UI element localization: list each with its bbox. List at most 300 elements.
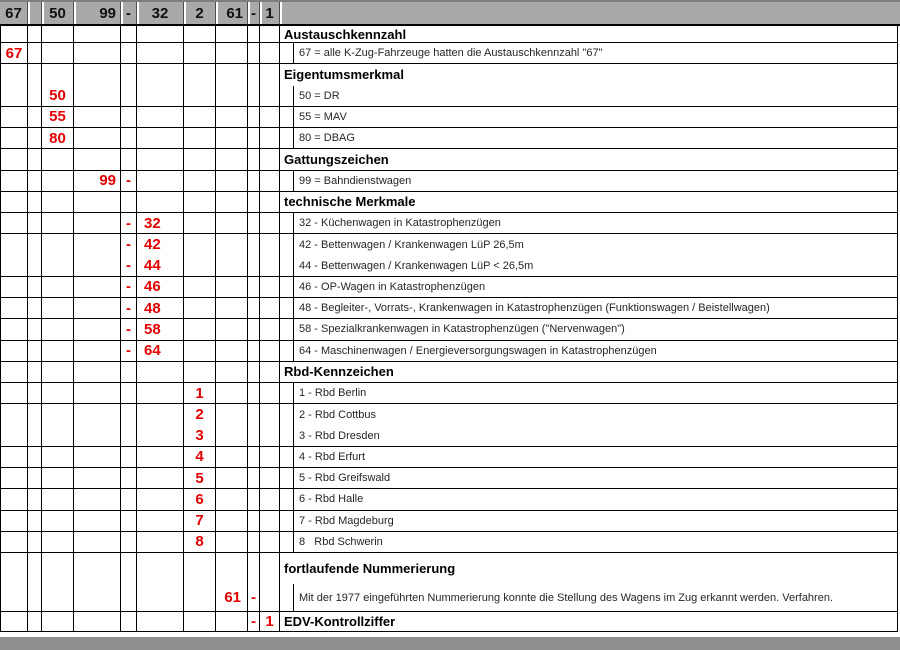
code-cell <box>74 298 121 318</box>
code-cell <box>42 171 74 191</box>
code-cell <box>28 404 42 425</box>
code-cell <box>42 362 74 382</box>
code-cell <box>42 234 74 255</box>
indent-line <box>280 43 294 63</box>
code-cell <box>137 447 184 467</box>
code-cell <box>42 489 74 509</box>
code-cell <box>74 362 121 382</box>
description-cell <box>280 511 898 531</box>
code-cell <box>260 86 280 106</box>
indent-line <box>280 107 294 127</box>
table-row <box>1 128 898 149</box>
description-cell <box>280 341 898 361</box>
table-row <box>1 256 898 277</box>
table-row <box>1 149 898 170</box>
section-title: fortlaufende Nummerierung <box>284 561 456 576</box>
table-row <box>1 64 898 85</box>
code-cell <box>1 319 28 339</box>
table-row <box>1 584 898 612</box>
code-cell <box>248 319 260 339</box>
code-cell <box>137 107 184 127</box>
code-cell <box>260 468 280 488</box>
column-header-row <box>0 0 900 26</box>
section-title-cell <box>280 612 898 631</box>
code-cell <box>42 404 74 425</box>
description-text: 32 - Küchenwagen in Katastrophenzügen <box>299 217 501 230</box>
code-cell <box>137 468 184 488</box>
code-cell <box>42 426 74 446</box>
code-cell <box>260 341 280 361</box>
table-row <box>1 26 898 43</box>
code-cell <box>137 612 184 631</box>
code-cell <box>28 107 42 127</box>
description-text: 2 - Rbd Cottbus <box>299 408 377 421</box>
code-cell <box>260 149 280 169</box>
code-cell <box>28 553 42 584</box>
code-cell <box>137 489 184 509</box>
code-cell <box>1 468 28 488</box>
code-cell <box>184 362 216 382</box>
code-cell <box>184 86 216 106</box>
code-cell <box>184 319 216 339</box>
code-cell <box>1 128 28 148</box>
code-cell <box>121 128 137 148</box>
code-cell <box>1 489 28 509</box>
code-cell <box>42 149 74 169</box>
table-row <box>1 298 898 319</box>
code-cell <box>260 107 280 127</box>
code-cell <box>121 43 137 63</box>
table-row <box>1 341 898 362</box>
code-cell <box>1 511 28 531</box>
code-cell <box>137 584 184 611</box>
code-cell <box>216 107 248 127</box>
code-cell <box>1 213 28 233</box>
code-cell <box>248 192 260 212</box>
code-cell <box>260 362 280 382</box>
code-cell <box>28 383 42 403</box>
description-cell <box>280 426 898 446</box>
code-cell <box>28 234 42 255</box>
table-row <box>1 404 898 425</box>
code-cell <box>216 426 248 446</box>
code-cell: - <box>121 298 137 318</box>
indent-line <box>280 86 294 106</box>
description-text: 44 - Bettenwagen / Krankenwagen LüP < 26,5m <box>299 259 534 272</box>
table-row <box>1 468 898 489</box>
code-cell <box>1 171 28 191</box>
code-cell <box>216 192 248 212</box>
code-cell <box>28 298 42 318</box>
code-cell <box>121 64 137 85</box>
code-cell <box>74 341 121 361</box>
code-cell <box>248 426 260 446</box>
table-row <box>1 234 898 255</box>
code-cell <box>1 383 28 403</box>
code-cell <box>28 584 42 611</box>
code-cell <box>216 64 248 85</box>
indent-line <box>280 584 294 611</box>
code-cell <box>184 192 216 212</box>
code-cell <box>42 612 74 631</box>
code-cell <box>184 341 216 361</box>
description-text: 48 - Begleiter-, Vorrats-, Krankenwagen in Katastrophenzügen (Funktionswagen / Beistellwagen) <box>299 302 770 315</box>
code-cell <box>28 426 42 446</box>
table-row <box>1 489 898 510</box>
code-cell <box>28 341 42 361</box>
section-title: Rbd-Kennzeichen <box>284 364 394 380</box>
code-cell: 6 <box>184 489 216 509</box>
code-cell <box>74 468 121 488</box>
code-cell <box>74 584 121 611</box>
code-cell <box>28 256 42 276</box>
code-cell <box>1 277 28 297</box>
code-cell <box>248 171 260 191</box>
column-header-cell: 1 <box>259 2 279 24</box>
code-cell <box>42 192 74 212</box>
indent-line <box>280 213 294 233</box>
code-cell <box>248 341 260 361</box>
code-cell <box>74 192 121 212</box>
code-cell <box>74 612 121 631</box>
code-cell <box>184 171 216 191</box>
code-cell: 46 <box>137 277 184 297</box>
description-text: 8 Rbd Schwerin <box>299 535 383 548</box>
code-cell <box>260 192 280 212</box>
section-title-cell <box>280 553 898 584</box>
table-row <box>1 213 898 234</box>
section-title-cell <box>280 149 898 169</box>
code-cell <box>184 584 216 611</box>
code-cell <box>137 171 184 191</box>
code-cell <box>74 64 121 85</box>
code-cell <box>121 192 137 212</box>
code-cell <box>42 383 74 403</box>
description-cell <box>280 107 898 127</box>
code-cell <box>74 86 121 106</box>
code-cell <box>260 511 280 531</box>
code-cell <box>28 511 42 531</box>
code-cell <box>137 426 184 446</box>
column-header-cell: - <box>247 2 259 24</box>
code-cell <box>248 362 260 382</box>
code-cell <box>1 26 28 42</box>
code-cell <box>248 298 260 318</box>
code-cell <box>184 298 216 318</box>
code-cell <box>260 489 280 509</box>
description-cell <box>280 532 898 552</box>
table-row <box>1 532 898 553</box>
description-text: Mit der 1977 eingeführten Nummerierung konnte die Stellung des Wagens im Zug erkannt werden. Verfahren. <box>299 591 834 604</box>
code-cell <box>74 447 121 467</box>
code-cell <box>1 584 28 611</box>
code-cell <box>248 64 260 85</box>
indent-line <box>280 341 294 361</box>
table-row <box>1 383 898 404</box>
code-cell <box>28 489 42 509</box>
code-cell <box>74 489 121 509</box>
code-cell <box>260 447 280 467</box>
code-cell <box>248 43 260 63</box>
table-row <box>1 107 898 128</box>
code-cell: 67 <box>1 43 28 63</box>
code-cell <box>248 553 260 584</box>
description-text: 5 - Rbd Greifswald <box>299 472 391 485</box>
code-cell: 32 <box>137 213 184 233</box>
code-cell <box>137 86 184 106</box>
table-row <box>1 426 898 447</box>
table-row <box>1 171 898 192</box>
code-cell <box>1 234 28 255</box>
code-cell <box>216 319 248 339</box>
code-cell <box>216 86 248 106</box>
code-cell <box>74 277 121 297</box>
code-cell <box>260 553 280 584</box>
code-cell <box>121 553 137 584</box>
indent-line <box>280 447 294 467</box>
code-cell <box>1 532 28 552</box>
description-cell <box>280 86 898 106</box>
description-text: 46 - OP-Wagen in Katastrophenzügen <box>299 280 486 293</box>
indent-line <box>280 383 294 403</box>
code-cell <box>28 192 42 212</box>
code-cell: 64 <box>137 341 184 361</box>
code-cell <box>28 612 42 631</box>
code-cell <box>216 553 248 584</box>
description-text: 1 - Rbd Berlin <box>299 387 367 400</box>
code-cell: 1 <box>260 612 280 631</box>
code-cell <box>1 192 28 212</box>
code-cell <box>260 213 280 233</box>
table-row <box>1 511 898 532</box>
code-cell <box>216 234 248 255</box>
table-body <box>0 26 898 632</box>
code-cell <box>74 256 121 276</box>
code-cell: - <box>121 256 137 276</box>
code-cell <box>121 447 137 467</box>
code-cell <box>42 584 74 611</box>
section-title: EDV-Kontrollziffer <box>284 614 396 629</box>
section-title-cell <box>280 64 898 85</box>
code-cell <box>137 26 184 42</box>
description-text: 7 - Rbd Magdeburg <box>299 514 394 527</box>
code-cell: 8 <box>184 532 216 552</box>
code-cell <box>74 26 121 42</box>
code-cell <box>184 256 216 276</box>
code-cell <box>248 26 260 42</box>
code-cell <box>216 171 248 191</box>
code-cell <box>42 43 74 63</box>
code-cell <box>260 404 280 425</box>
code-cell <box>1 256 28 276</box>
code-cell: - <box>248 612 260 631</box>
code-cell <box>184 128 216 148</box>
code-cell: - <box>121 341 137 361</box>
code-cell <box>260 64 280 85</box>
code-cell <box>216 149 248 169</box>
indent-line <box>280 298 294 318</box>
code-cell <box>248 107 260 127</box>
code-cell <box>74 128 121 148</box>
code-cell <box>121 426 137 446</box>
column-header-cell: 32 <box>136 2 183 24</box>
code-cell <box>28 149 42 169</box>
code-cell <box>248 404 260 425</box>
code-cell <box>74 511 121 531</box>
code-cell <box>216 43 248 63</box>
code-cell <box>42 511 74 531</box>
code-cell: 80 <box>42 128 74 148</box>
code-cell <box>74 553 121 584</box>
indent-line <box>280 511 294 531</box>
code-cell <box>248 256 260 276</box>
code-cell <box>260 298 280 318</box>
code-cell <box>137 553 184 584</box>
table-row <box>1 447 898 468</box>
code-cell <box>216 277 248 297</box>
description-cell <box>280 584 898 611</box>
indent-line <box>280 489 294 509</box>
code-cell <box>248 532 260 552</box>
column-header-cell-wide <box>279 2 900 24</box>
code-cell <box>28 277 42 297</box>
indent-line <box>280 277 294 297</box>
code-cell <box>28 171 42 191</box>
code-cell <box>28 468 42 488</box>
code-cell <box>260 277 280 297</box>
code-cell <box>1 612 28 631</box>
code-cell <box>216 298 248 318</box>
code-cell <box>216 26 248 42</box>
code-cell <box>28 213 42 233</box>
code-cell <box>42 64 74 85</box>
code-cell: 61 <box>216 584 248 611</box>
code-cell <box>260 171 280 191</box>
code-cell <box>184 107 216 127</box>
column-header-cell: 99 <box>73 2 120 24</box>
code-cell <box>121 584 137 611</box>
code-cell <box>74 404 121 425</box>
code-cell <box>184 43 216 63</box>
code-cell <box>137 149 184 169</box>
code-cell <box>1 149 28 169</box>
code-cell <box>260 319 280 339</box>
code-cell <box>28 128 42 148</box>
code-cell: 3 <box>184 426 216 446</box>
code-cell <box>260 43 280 63</box>
code-cell <box>74 532 121 552</box>
code-cell <box>42 298 74 318</box>
code-cell <box>74 319 121 339</box>
code-cell <box>1 404 28 425</box>
code-cell <box>184 277 216 297</box>
code-cell <box>28 319 42 339</box>
code-cell <box>74 234 121 255</box>
code-cell <box>42 447 74 467</box>
code-cell <box>248 468 260 488</box>
indent-line <box>280 426 294 446</box>
code-cell <box>121 404 137 425</box>
section-title: Gattungszeichen <box>284 151 389 167</box>
description-cell <box>280 43 898 63</box>
code-cell: - <box>121 213 137 233</box>
code-cell <box>248 128 260 148</box>
code-cell <box>28 86 42 106</box>
code-cell <box>1 553 28 584</box>
description-cell <box>280 171 898 191</box>
code-cell <box>248 213 260 233</box>
code-cell <box>216 256 248 276</box>
code-cell: 7 <box>184 511 216 531</box>
table-row <box>1 362 898 383</box>
code-cell <box>216 532 248 552</box>
code-cell <box>121 532 137 552</box>
code-cell <box>1 107 28 127</box>
code-cell <box>28 43 42 63</box>
indent-line <box>280 256 294 276</box>
code-cell <box>42 256 74 276</box>
code-cell <box>137 404 184 425</box>
code-cell: 55 <box>42 107 74 127</box>
code-cell <box>121 468 137 488</box>
code-cell <box>216 489 248 509</box>
description-text: 67 = alle K-Zug-Fahrzeuge hatten die Austauschkennzahl "67" <box>299 47 603 60</box>
code-cell: 48 <box>137 298 184 318</box>
code-cell <box>184 26 216 42</box>
code-cell <box>248 234 260 255</box>
code-cell <box>121 86 137 106</box>
description-cell <box>280 489 898 509</box>
code-cell <box>42 341 74 361</box>
section-title-cell <box>280 26 898 42</box>
code-cell: 1 <box>184 383 216 403</box>
code-cell <box>28 362 42 382</box>
code-cell: - <box>121 234 137 255</box>
section-title: technische Merkmale <box>284 194 416 210</box>
description-text: 58 - Spezialkrankenwagen in Katastrophenzügen ("Nervenwagen") <box>299 323 625 336</box>
indent-line <box>280 404 294 425</box>
code-cell <box>74 426 121 446</box>
code-cell <box>184 553 216 584</box>
description-cell <box>280 213 898 233</box>
code-cell <box>216 213 248 233</box>
code-cell <box>248 447 260 467</box>
code-cell <box>216 468 248 488</box>
code-cell: 5 <box>184 468 216 488</box>
code-cell <box>216 128 248 148</box>
description-text: 50 = DR <box>299 89 340 102</box>
code-cell <box>216 362 248 382</box>
code-cell <box>1 86 28 106</box>
code-cell <box>74 43 121 63</box>
code-cell: 44 <box>137 256 184 276</box>
indent-line <box>280 468 294 488</box>
table-row <box>1 319 898 340</box>
indent-line <box>280 532 294 552</box>
code-cell <box>184 234 216 255</box>
code-cell <box>248 383 260 403</box>
code-cell: - <box>121 319 137 339</box>
code-cell <box>74 107 121 127</box>
code-cell <box>42 213 74 233</box>
bottom-gray-bar <box>0 637 900 650</box>
code-cell <box>74 383 121 403</box>
description-cell <box>280 383 898 403</box>
table-row <box>1 553 898 584</box>
indent-line <box>280 319 294 339</box>
code-cell <box>42 277 74 297</box>
code-cell <box>137 64 184 85</box>
